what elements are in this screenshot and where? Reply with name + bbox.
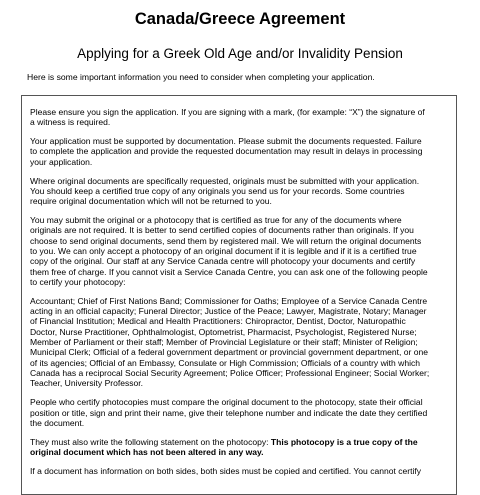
information-box bbox=[21, 95, 457, 495]
certified-copy-paragraph: You may submit the original or a photocopy that is certified as true for any of the documents where originals are not required. It is better to send certified copies of documents rather than originals. If you choose to send original documents, send them by registered mail. We will return the original documents to you. We can only accept a photocopy of an original document if it is legible and if it is a certified true copy of the original. Our staff at any Service Canada centre will photocopy your documents and certify them free of charge. If you cannot visit a Service Canada Centre, you can ask one of the following people to certify your photocopy: bbox=[30, 214, 428, 287]
document-subtitle: Applying for a Greek Old Age and/or Invalidity Pension bbox=[77, 46, 403, 61]
document-title: Canada/Greece Agreement bbox=[134, 10, 346, 28]
statement-bold-text: This photocopy is a true copy of the bbox=[270, 436, 418, 447]
certifier-duties-paragraph: People who certify photocopies must compare the original document to the photocopy, state their official position or title, sign and print their name, give their telephone number and indicate the date they certified the document. bbox=[30, 397, 428, 428]
intro-text: Here is some important information you need to consider when completing your application. bbox=[27, 72, 375, 82]
certifier-list-paragraph: Accountant; Chief of First Nations Band; Commissioner for Oaths; Employee of a Service Canada Centre acting in an official capacity; Funeral Director; Justice of the Peace; Lawyer, Magistrate, Notary; Manager of Financial Institution; Medical and Health Practitioners: Chiropractor, Dentist, Doctor, Naturopathic Doctor, Nurse Practitioner, Ophthalmologist, Optometrist, Pharmacist, Psychologist, Registered Nurse; Member of Parliament or their staff; Member of Provincial Legislature or their staff; Minister of Religion; Municipal Clerk; Official of a federal government department or provincial government department, or one of its agencies; Official of an Embassy, Consulate or High Commission; Officials of a country with which Canada has a reciprocal Social Security Agreement; Police Officer; Professional Engineer; Social Worker; Teacher, University Professor. bbox=[30, 295, 430, 389]
signature-paragraph: Please ensure you sign the application. If you are signing with a mark, (for example: “X”) the signature of a witness is required. bbox=[30, 107, 425, 128]
original-documents-paragraph: Where original documents are specifically requested, originals must be submitted with your application. You should keep a certified true copy of any originals you send us for your records. Some countries require original documentation which will not be returned to you. bbox=[30, 175, 420, 207]
documentation-paragraph: Your application must be supported by documentation. Please submit the documents requested. Failure to complete the application and provide the requested documentation may result in delays in processing your application. bbox=[30, 136, 423, 167]
statement-bold-text-continued: original document which has not been altered in any way. bbox=[30, 446, 264, 457]
statement-paragraph: They must also write the following statement on the photocopy: This photocopy is a true copy of the original document which has not been altered in any way. bbox=[30, 437, 448, 458]
two-sided-paragraph: If a document has information on both sides, both sides must be copied and certified. You cannot certify bbox=[30, 465, 422, 476]
